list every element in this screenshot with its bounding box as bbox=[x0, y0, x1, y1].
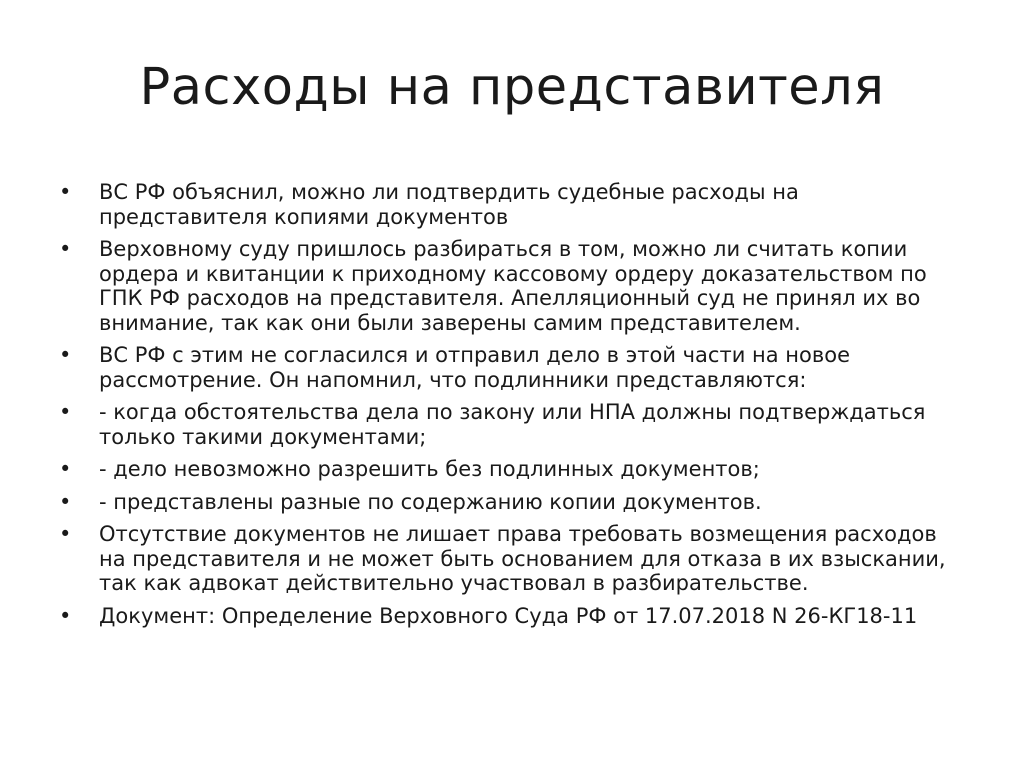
bullet-item bbox=[59, 457, 969, 482]
bullet-text: Верховному суду пришлось разбираться в том, можно ли считать копии ордера и квитанции к приходному кассовому ордеру доказательством по ГПК РФ расходов на представителя. Апелляционный суд не принял их во внимание, так как они были заверены самим представителем. bbox=[99, 237, 927, 335]
slide-title: Расходы на представителя bbox=[139, 58, 885, 117]
bullet-item bbox=[59, 522, 969, 596]
bullet-item bbox=[59, 237, 969, 335]
bullet-item bbox=[59, 400, 969, 449]
bullet-item bbox=[59, 180, 969, 229]
bullet-dot-icon: • bbox=[59, 180, 72, 204]
bullet-text: ВС РФ объяснил, можно ли подтвердить судебные расходы на представителя копиями документов bbox=[99, 180, 799, 229]
bullet-text: - дело невозможно разрешить без подлинных документов; bbox=[99, 457, 760, 481]
bullet-dot-icon: • bbox=[59, 237, 72, 261]
bullet-item bbox=[59, 490, 969, 515]
bullet-text: Документ: Определение Верховного Суда РФ от 17.07.2018 N 26-КГ18-11 bbox=[99, 603, 918, 628]
bullet-text: Отсутствие документов не лишает права требовать возмещения расходов на представителя и не может быть основанием для отказа в их взыскании, так как адвокат действительно участвовал в разбирательстве. bbox=[99, 522, 946, 595]
bullet-item bbox=[59, 604, 969, 629]
bullet-list bbox=[59, 180, 969, 636]
bullet-dot-icon: • bbox=[59, 343, 72, 367]
bullet-dot-icon: • bbox=[59, 522, 72, 546]
bullet-text: ВС РФ с этим не согласился и отправил дело в этой части на новое рассмотрение. Он напомнил, что подлинники представляются: bbox=[99, 343, 851, 392]
bullet-text: - когда обстоятельства дела по закону или НПА должны подтверждаться только такими документами; bbox=[99, 400, 926, 449]
bullet-item bbox=[59, 343, 969, 392]
bullet-dot-icon: • bbox=[59, 400, 72, 424]
bullet-text: - представлены разные по содержанию копии документов. bbox=[99, 489, 762, 514]
bullet-dot-icon: • bbox=[59, 603, 72, 628]
bullet-dot-icon: • bbox=[59, 457, 72, 481]
bullet-dot-icon: • bbox=[59, 489, 72, 514]
